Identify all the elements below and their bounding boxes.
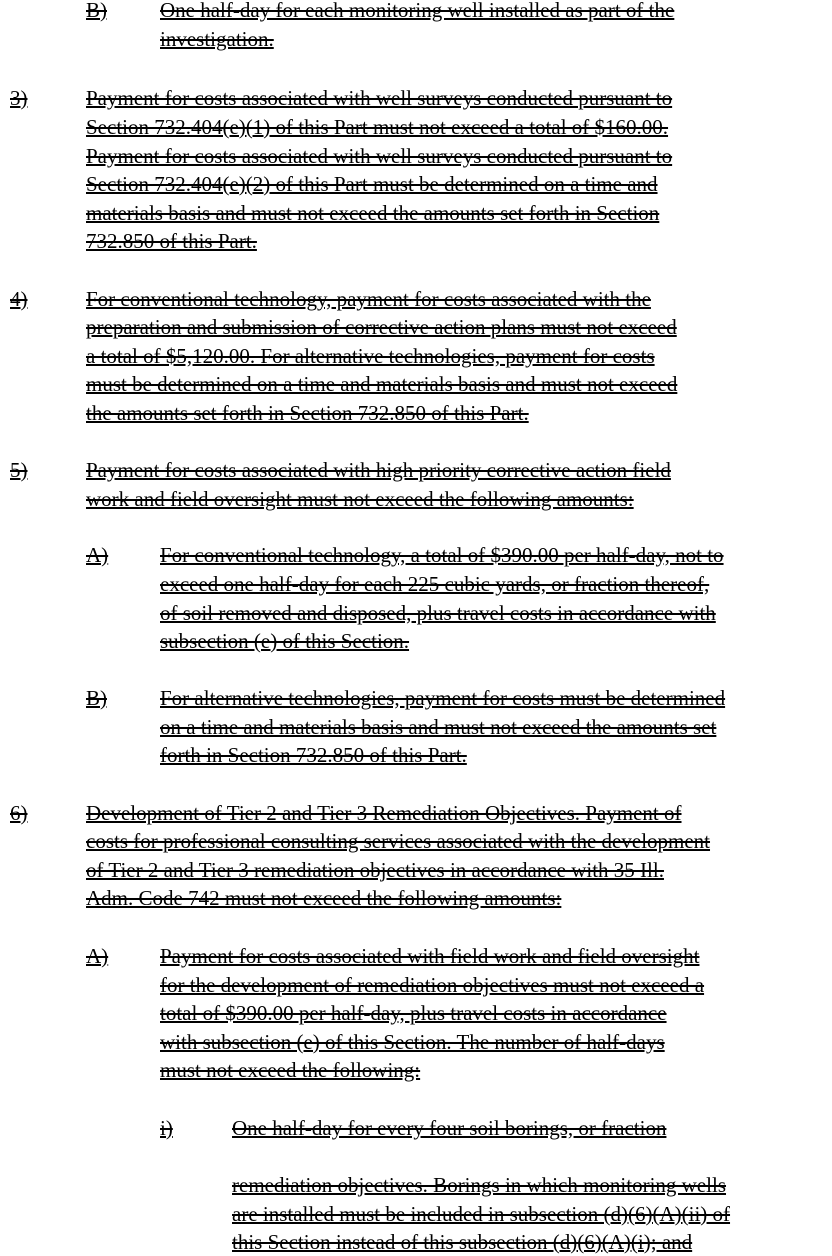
text-line: on a time and materials basis and must not exceed the amounts set: [160, 715, 717, 739]
item-label: 3): [10, 86, 28, 110]
text-line: Payment for costs associated with field work and field oversight: [160, 944, 700, 968]
text-line: subsection (e) of this Section.: [160, 629, 410, 653]
text-line: Payment for costs associated with well surveys conducted pursuant to: [86, 144, 673, 168]
text-line: Development of Tier 2 and Tier 3 Remediation Objectives. Payment of: [86, 801, 682, 825]
text-line: forth in Section 732.850 of this Part.: [160, 743, 467, 767]
text-line: for the development of remediation objectives must not exceed a: [160, 973, 705, 997]
text-line: For conventional technology, payment for costs associated with the: [86, 287, 651, 311]
text-line: Section 732.404(e)(1) of this Part must not exceed a total of $160.00.: [86, 115, 669, 139]
text-line: exceed one half-day for each 225 cubic yards, or fraction thereof,: [160, 572, 710, 596]
item-label: 4): [10, 287, 28, 311]
text-line: must be determined on a time and materials basis and must not exceed: [86, 372, 678, 396]
text-line: Payment for costs associated with well surveys conducted pursuant to: [86, 86, 673, 110]
text-line: work and field oversight must not exceed the following amounts:: [86, 487, 634, 511]
item-label: A): [86, 944, 109, 968]
text-line: 732.850 of this Part.: [86, 229, 257, 253]
text-line: a total of $5,120.00. For alternative technologies, payment for costs: [86, 344, 655, 368]
text-line: Payment for costs associated with high priority corrective action field: [86, 458, 671, 482]
text-line: investigation.: [160, 27, 274, 51]
text-line: One half-day for every four soil borings, or fraction: [232, 1116, 667, 1140]
text-line: Adm. Code 742 must not exceed the following amounts:: [86, 886, 562, 910]
text-line: are installed must be included in subsection (d)(6)(A)(ii) of: [232, 1202, 731, 1226]
text-line: preparation and submission of corrective action plans must not exceed: [86, 315, 677, 339]
text-line: total of $390.00 per half-day, plus travel costs in accordance: [160, 1001, 667, 1025]
text-line: For alternative technologies, payment for costs must be determined: [160, 686, 726, 710]
item-label: i): [160, 1116, 173, 1140]
item-label: 6): [10, 801, 28, 825]
text-line: materials basis and must not exceed the amounts set forth in Section: [86, 201, 660, 225]
text-line: must not exceed the following:: [160, 1058, 421, 1082]
item-label: B): [86, 686, 107, 710]
text-line: For conventional technology, a total of $390.00 per half-day, not to: [160, 543, 724, 567]
text-line: of soil removed and disposed, plus travel costs in accordance with: [160, 601, 716, 625]
text-line: with subsection (e) of this Section. The number of half-days: [160, 1030, 665, 1054]
text-line: the amounts set forth in Section 732.850 of this Part.: [86, 401, 529, 425]
text-line: costs for professional consulting services associated with the development: [86, 829, 711, 853]
item-label: A): [86, 543, 109, 567]
text-line: One half-day for each monitoring well installed as part of the: [160, 0, 675, 22]
text-line: remediation objectives. Borings in which monitoring wells: [232, 1173, 727, 1197]
text-line: this Section instead of this subsection (d)(6)(A)(i); and: [232, 1230, 693, 1254]
item-label: 5): [10, 458, 28, 482]
text-line: of Tier 2 and Tier 3 remediation objectives in accordance with 35 Ill.: [86, 858, 664, 882]
text-line: Section 732.404(e)(2) of this Part must be determined on a time and: [86, 172, 658, 196]
item-label: B): [86, 0, 107, 22]
